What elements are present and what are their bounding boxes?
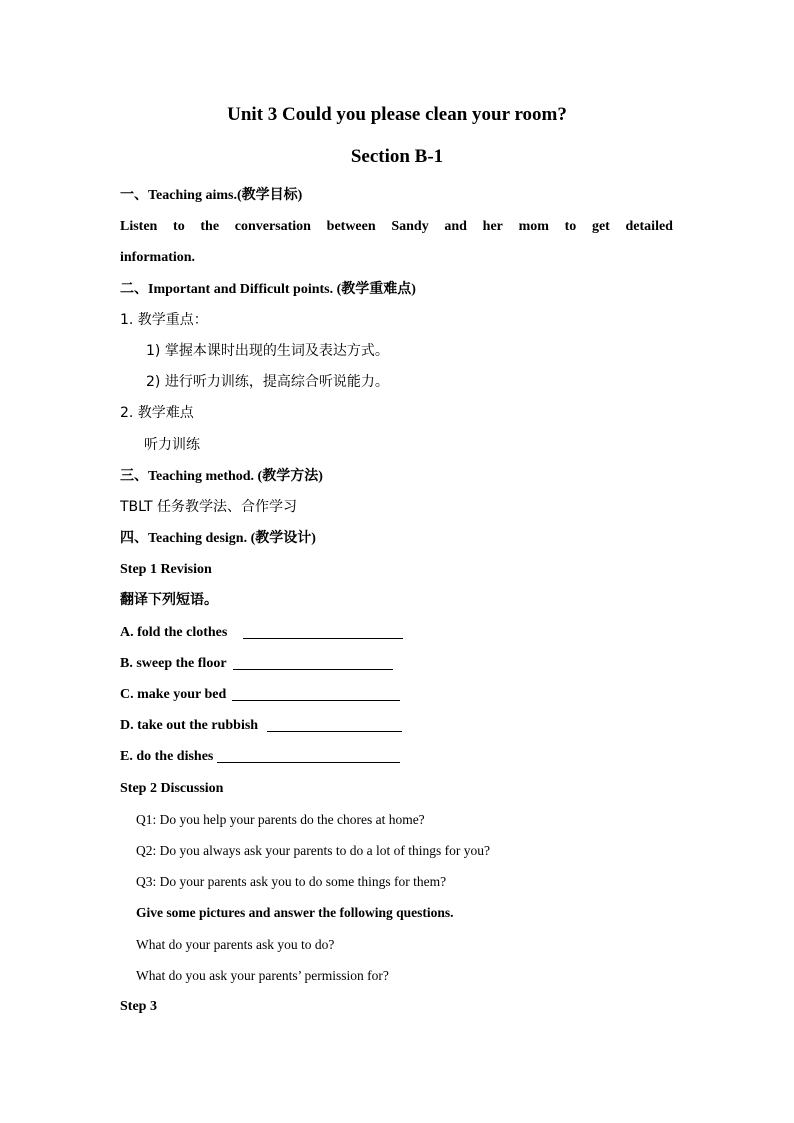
difficult-points-label: 2. 教学难点 [120, 405, 194, 422]
question: Q1: Do you help your parents do the chores at home? [136, 811, 425, 827]
key-points-label: 1. 教学重点： [120, 311, 208, 328]
answer-blank[interactable] [233, 653, 393, 670]
phrase-text: B. sweep the floor [120, 655, 227, 671]
answer-blank[interactable] [267, 715, 402, 732]
phrase-text: D. take out the rubbish [120, 718, 259, 734]
points-heading: 二、Important and Difficult points. (教学重难点) [120, 281, 416, 297]
difficult-point-item: 听力训练 [144, 436, 200, 453]
key-point-item: 1) 掌握本课时出现的生词及表达方式。 [146, 342, 389, 359]
answer-blank[interactable] [217, 746, 400, 763]
step3-heading: Step 3 [120, 998, 157, 1014]
phrase-item [120, 710, 673, 741]
step1-heading: Step 1 Revision [120, 562, 212, 578]
question: Q3: Do your parents ask you to do some things for them? [136, 874, 447, 890]
word: her [482, 219, 503, 235]
answer-blank[interactable] [243, 622, 403, 639]
phrase-text: C. make your bed [120, 687, 227, 702]
design-heading: 四、Teaching design. (教学设计) [120, 531, 316, 547]
word: conversation [234, 219, 311, 235]
word: Sandy [391, 219, 429, 235]
phrase-item [120, 679, 673, 710]
section-title: Section B-1 [350, 146, 444, 167]
followup-question: What do your parents ask you to do? [136, 936, 335, 952]
question: Q2: Do you always ask your parents to do a lot of things for you? [136, 842, 490, 858]
aims-text-end: information. [120, 250, 196, 266]
word: between [326, 219, 376, 235]
aims-text [120, 211, 673, 242]
word: the [200, 219, 220, 235]
word: Listen [120, 219, 158, 235]
method-heading: 三、Teaching method. (教学方法) [120, 468, 323, 484]
word: mom [518, 219, 549, 235]
aims-heading: 一、Teaching aims.(教学目标) [120, 188, 303, 203]
word: and [444, 219, 467, 235]
phrase-item [120, 741, 673, 772]
step2-heading: Step 2 Discussion [120, 780, 224, 796]
followup-question: What do you ask your parents’ permission for? [136, 967, 389, 983]
phrase-item [120, 648, 673, 679]
step1-instruction: 翻译下列短语。 [120, 592, 218, 609]
phrase-text: E. do the dishes [120, 749, 214, 765]
phrase-text: A. fold the clothes [120, 624, 228, 640]
phrase-item [120, 617, 673, 648]
document-title: Unit 3 Could you please clean your room? [227, 104, 567, 125]
step2-task: Give some pictures and answer the following questions. [136, 905, 454, 921]
word: to [564, 219, 577, 235]
method-text: TBLT 任务教学法、合作学习 [120, 498, 298, 515]
document-body [120, 180, 673, 1022]
word: to [173, 219, 185, 235]
word: detailed [625, 219, 673, 235]
key-point-item: 2) 进行听力训练，提高综合听说能力。 [146, 374, 389, 391]
answer-blank[interactable] [232, 684, 400, 701]
word: get [591, 219, 610, 235]
